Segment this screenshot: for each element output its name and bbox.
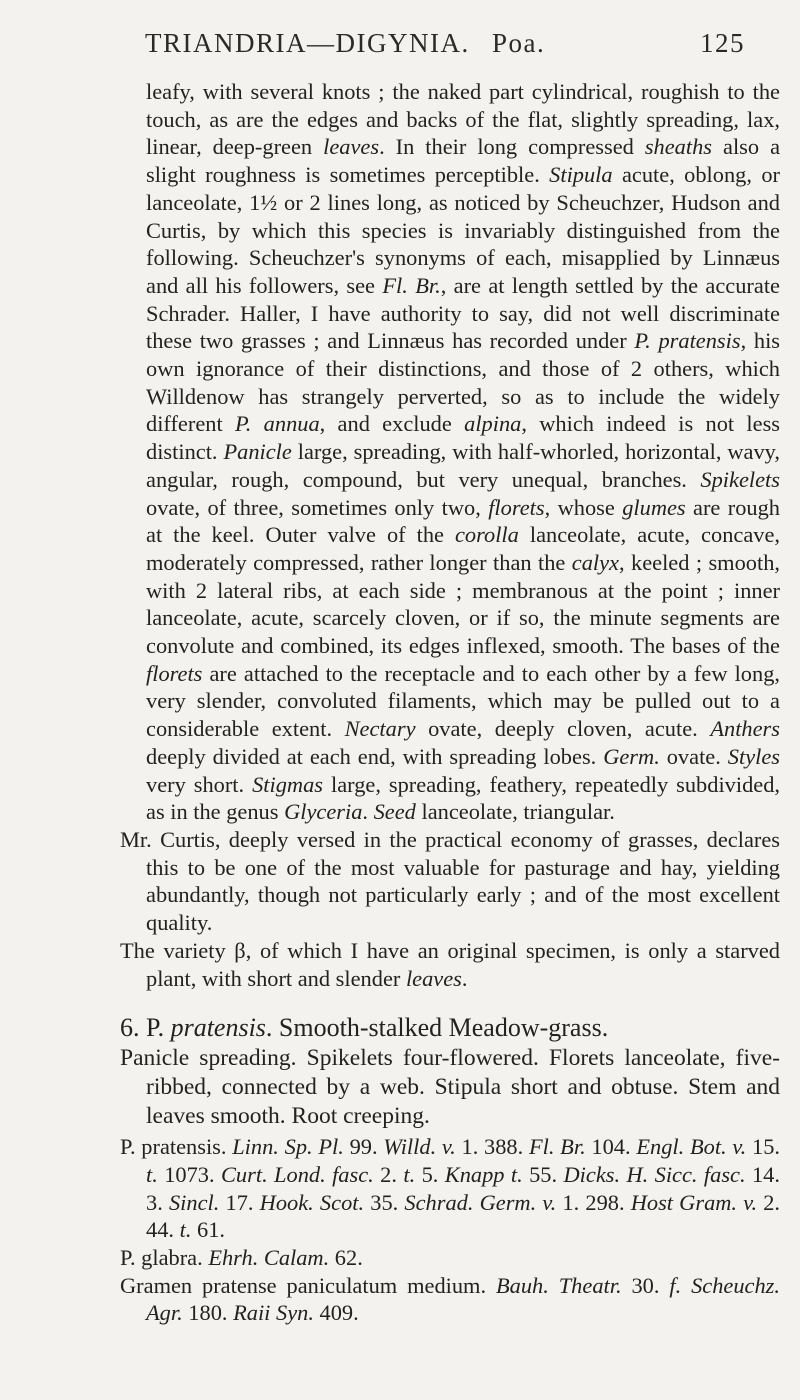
paragraph-curtis-note: Mr. Curtis, deeply versed in the practical economy of grasses, declares this to be one of the most valuable for pasturage and hay, yielding abundantly, though not particularly early ; and of the most excellent quality. <box>120 826 780 936</box>
species-diagnosis: Panicle spreading. Spikelets four-flowered. Florets lanceolate, five-ribbed, connected by a web. Stipula short and obtuse. Stem and leaves smooth. Root creeping. <box>120 1045 780 1130</box>
body-text <box>120 78 780 1327</box>
paragraph-variety-note: The variety β, of which I have an original specimen, is only a starved plant, with short and slender leaves. <box>120 937 780 991</box>
running-title: TRIANDRIA—DIGYNIA. Poa. <box>145 28 546 58</box>
running-header <box>0 28 800 68</box>
page-number: 125 <box>700 28 745 58</box>
species-heading: 6. P. pratensis. Smooth-stalked Meadow-grass. <box>120 1013 609 1043</box>
paragraph-description-continued: leafy, with several knots ; the naked part cylindrical, roughish to the touch, as are the edges and backs of the flat, slightly spreading, lax, linear, deep-green leaves. In their long compressed sheaths also a slight roughness is sometimes perceptible. Stipula acute, oblong, or lanceolate, 1½ or 2 lines long, as noticed by Scheuchzer, Hudson and Curtis, by which this species is invariably distinguished from the following. Scheuchzer's synonyms of each, misapplied by Linnæus and all his followers, see Fl. Br., are at length settled by the accurate Schrader. Haller, I have authority to say, did not well discriminate these two grasses ; and Linnæus has recorded under P. pratensis, his own ignorance of their distinctions, and those of 2 others, which Willdenow has strangely perverted, so as to include the widely different P. annua, and exclude alpina, which indeed is not less distinct. Panicle large, spreading, with half-whorled, horizontal, wavy, angular, rough, compound, but very unequal, branches. Spikelets ovate, of three, sometimes only two, florets, whose glumes are rough at the keel. Outer valve of the corolla lanceolate, acute, concave, moderately compressed, rather longer than the calyx, keeled ; smooth, with 2 lateral ribs, at each side ; membranous at the point ; inner lanceolate, acute, scarcely cloven, or if so, the minute segments are convolute and combined, its edges inflexed, smooth. The bases of the florets are attached to the receptacle and to each other by a few long, very slender, convoluted filaments, which may be pulled out to a considerable extent. Nectary ovate, deeply cloven, acute. Anthers deeply divided at each end, with spreading lobes. Germ. ovate. Styles very short. Stigmas large, spreading, feathery, repeatedly subdivided, as in the genus Glyceria. Seed lanceolate, triangular. <box>146 79 781 825</box>
synonym-entry: Gramen pratense paniculatum medium. Bauh. Theatr. 30. f. Scheuchz. Agr. 180. Raii Syn. 409. <box>120 1272 780 1326</box>
genus-name: Poa. <box>491 28 546 58</box>
synonym-entry: P. pratensis. Linn. Sp. Pl. 99. Willd. v. 1. 388. Fl. Br. 104. Engl. Bot. v. 15. t. 1073. Curt. Lond. fasc. 2. t. 5. Knapp t. 55. Dicks. H. Sicc. fasc. 14. 3. Sincl. 17. Hook. Scot. 35. Schrad. Germ. v. 1. 298. Host Gram. v. 2. 44. t. 61. <box>120 1134 781 1243</box>
synonym-entry: P. glabra. Ehrh. Calam. 62. <box>120 1245 363 1271</box>
